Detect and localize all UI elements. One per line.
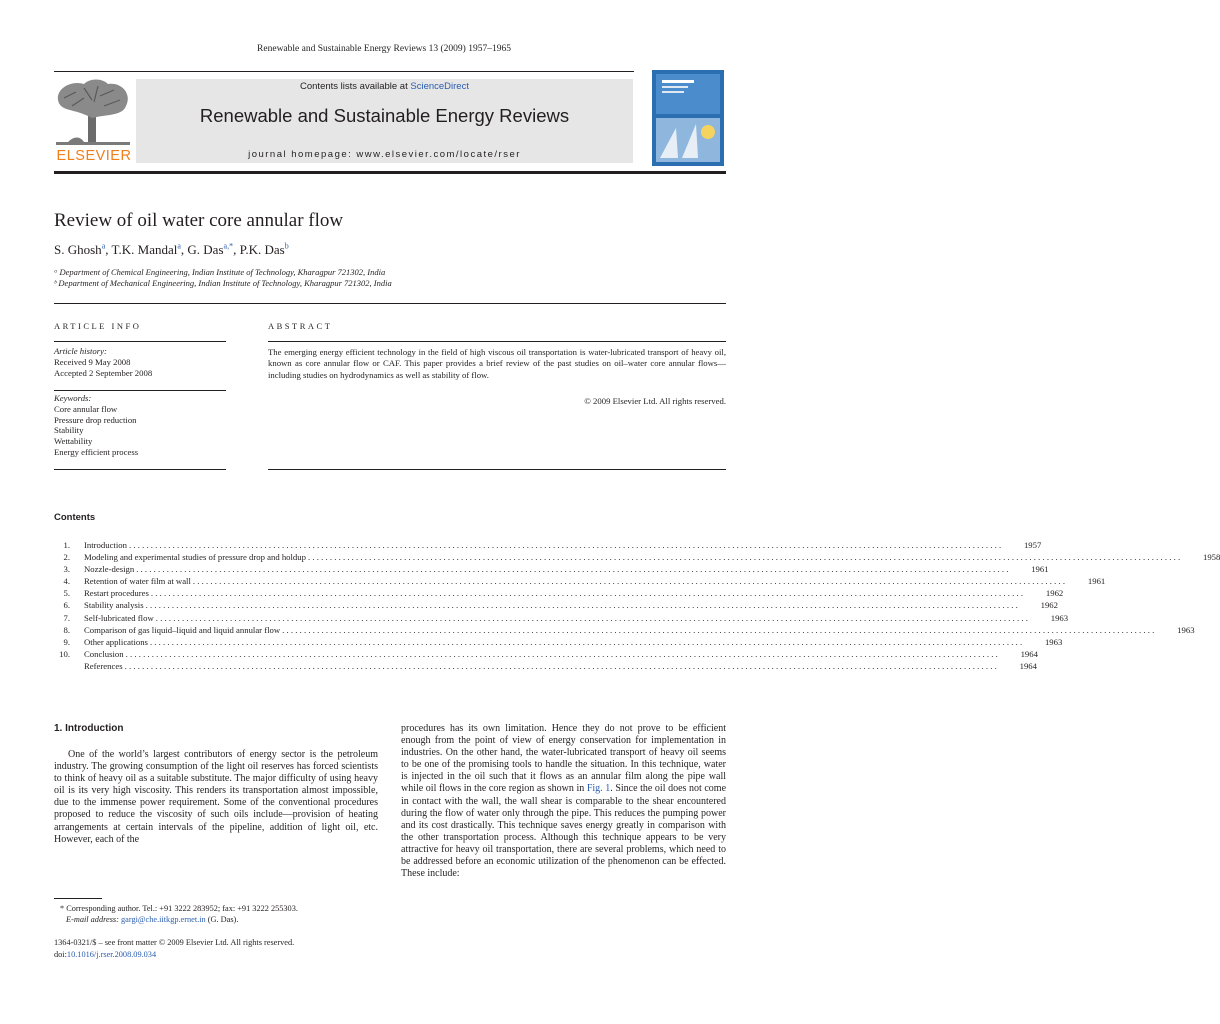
toc-entry[interactable] <box>54 648 1038 660</box>
toc-entry[interactable] <box>54 624 1195 636</box>
toc-page-number: 1964 <box>1020 648 1038 659</box>
toc-label: References <box>84 660 123 671</box>
body-paragraph: One of the world’s largest contributors of energy sector is the petroleum industry. The growing consumption of the light oil reserves has forced scientists to think of heavy oil as a suitable substitute. The major difficulty of using heavy oil is its very high viscosity. This renders its transportation almost impossible, due to the immense power requirement. Some of the conventional procedures proposed to reduce the viscosity of such oils include—provision of heating arrangements at certain intervals of the pipeline, addition of light oil, etc. However, each of the <box>54 749 378 845</box>
abstract-heading: ABSTRACT <box>268 321 333 331</box>
toc-entry[interactable] <box>54 551 1220 563</box>
author-affiliation-mark[interactable]: a <box>177 241 181 251</box>
author-affiliation-mark[interactable]: a,* <box>223 241 234 251</box>
toc-leader-dots: ........................................................................................................................................................................................................ <box>155 612 1031 623</box>
toc-page-number: 1963 <box>1050 612 1069 623</box>
keyword: Wettability <box>54 436 93 447</box>
keywords-block <box>54 393 138 458</box>
toc-label: Nozzle-design <box>84 564 135 575</box>
journal-reference: Renewable and Sustainable Energy Reviews 13 (2009) 1957–1965 <box>257 44 511 54</box>
footnote <box>54 903 298 925</box>
contents-available <box>136 81 633 92</box>
toc-page-number: 1961 <box>1087 576 1106 587</box>
contents-heading: Contents <box>54 512 96 523</box>
toc-label: Comparison of gas liquid–liquid and liquid annular flow <box>84 624 281 635</box>
email-suffix: (G. Das). <box>205 915 239 924</box>
keywords-rule <box>54 390 226 391</box>
toc-entry[interactable] <box>54 612 1069 624</box>
toc-leader-dots: ........................................................................................................................................................................................................ <box>282 624 1157 635</box>
section-heading-introduction: 1. Introduction <box>54 723 124 734</box>
toc-leader-dots: ........................................................................................................................................................................................................ <box>136 564 1011 575</box>
abstract-bottom-rule <box>268 469 726 470</box>
toc-label: Restart procedures <box>84 588 149 599</box>
keywords-label: Keywords: <box>54 393 92 403</box>
toc-entry[interactable] <box>54 575 1106 587</box>
toc-number: 4. <box>63 576 70 587</box>
toc-leader-dots: ........................................................................................................................................................................................................ <box>149 636 1025 647</box>
toc-page-number: 1962 <box>1040 600 1058 611</box>
issn-line: 1364-0321/$ – see front matter © 2009 Elsevier Ltd. All rights reserved. <box>54 938 295 947</box>
toc-number: 8. <box>63 624 70 635</box>
toc-leader-dots: ........................................................................................................................................................................................................ <box>307 552 1183 563</box>
toc-label: Other applications <box>84 636 148 647</box>
toc-label: Self-lubricated flow <box>84 612 154 623</box>
journal-homepage[interactable]: journal homepage: www.elsevier.com/locate/rser <box>248 149 521 160</box>
figure-link[interactable]: Fig. 1 <box>586 783 611 795</box>
email-label: E-mail address: <box>66 915 121 924</box>
toc-page-number: 1957 <box>1023 540 1042 550</box>
article-info-bottom-rule <box>54 469 226 470</box>
toc-entry[interactable] <box>54 636 1063 648</box>
toc-number: 5. <box>63 588 70 599</box>
toc-entry[interactable] <box>54 599 1058 611</box>
header-rule-top <box>54 71 634 72</box>
toc-number: 3. <box>63 564 70 575</box>
body-paragraph <box>401 723 726 880</box>
toc-label: Modeling and experimental studies of pressure drop and holdup <box>84 552 306 563</box>
toc-entry[interactable] <box>54 539 1042 551</box>
keyword: Core annular flow <box>54 403 118 414</box>
toc-entry[interactable] <box>54 660 1037 672</box>
author-separator: , <box>180 242 188 257</box>
toc-number: 1. <box>63 540 70 550</box>
contents-prefix: Contents lists available at <box>300 81 411 92</box>
article-history <box>54 346 152 378</box>
author-affiliation-mark[interactable]: b <box>284 241 289 251</box>
table-of-contents <box>54 539 1220 672</box>
toc-label: Stability analysis <box>84 600 144 611</box>
toc-leader-dots: ........................................................................................................................................................................................................ <box>192 576 1068 587</box>
section-rule <box>54 303 726 304</box>
toc-number: 2. <box>63 552 70 563</box>
toc-page-number: 1963 <box>1177 624 1195 635</box>
author: T.K. Mandal <box>111 242 178 257</box>
accepted-date: Accepted 2 September 2008 <box>54 367 153 378</box>
toc-label: Conclusion <box>84 648 124 659</box>
toc-number: 7. <box>63 612 70 623</box>
email-link[interactable]: gargi@che.iitkgp.ernet.in <box>121 915 206 924</box>
abstract-rule <box>268 341 726 342</box>
author-list <box>54 242 289 258</box>
author-affiliation-mark[interactable]: a <box>101 241 106 251</box>
affiliation-b: ᵇ Department of Mechanical Engineering, Indian Institute of Technology, Kharagpur 721302, India <box>54 278 392 288</box>
corresponding-author-note: * Corresponding author. Tel.: +91 3222 283952; fax: +91 3222 255303. <box>60 904 298 913</box>
journal-title: Renewable and Sustainable Energy Reviews <box>199 105 570 126</box>
author: G. Das <box>187 242 224 257</box>
header-rule-bottom <box>54 171 726 174</box>
footnote-rule <box>54 898 102 899</box>
toc-label: Introduction <box>84 540 127 550</box>
paragraph-text: . Since the oil does not come in contact with the wall, the wall shear is comparable to the shear encountered during the flow of water only through the pipe. This reduces the pumping power and its cost drastically. This technique saves energy greatly in comparison with the other transportation process. Although this technique appears to be very attractive for heavy oil transportation, there are several problems, which need to be addressed before an economic utilization of the phenomenon can be effected. These include: <box>401 783 727 880</box>
toc-leader-dots: ........................................................................................................................................................................................................ <box>125 648 1000 659</box>
author-separator: , <box>233 242 240 257</box>
affiliation-a: ᵃ Department of Chemical Engineering, Indian Institute of Technology, Kharagpur 721302, India <box>54 267 386 277</box>
author: S. Ghosh <box>54 242 102 257</box>
toc-entry[interactable] <box>54 587 1064 599</box>
sciencedirect-link[interactable]: ScienceDirect <box>410 81 469 92</box>
toc-number: 10. <box>59 648 70 659</box>
toc-leader-dots: ........................................................................................................................................................................................................ <box>150 588 1026 599</box>
received-date: Received 9 May 2008 <box>54 356 131 367</box>
toc-leader-dots: ........................................................................................................................................................................................................ <box>124 660 999 671</box>
author-separator: , <box>105 242 112 257</box>
toc-page-number: 1958 <box>1202 552 1220 563</box>
abstract-text: The emerging energy efficient technology in the field of high viscous oil transportation is water-lubricated transport of heavy oil, known as core annular flow or CAF. This paper provides a brief review of the past studies on oil–water core annular flows—including studies on hydrodynamics as well as stability of flow. <box>268 347 726 380</box>
toc-number: 6. <box>63 600 70 611</box>
journal-cover-image[interactable] <box>652 70 724 166</box>
toc-entry[interactable] <box>54 563 1049 575</box>
bottom-meta <box>54 937 294 960</box>
doi-line <box>54 949 294 961</box>
doi-prefix: doi: <box>54 949 67 959</box>
toc-page-number: 1963 <box>1044 636 1063 647</box>
toc-page-number: 1962 <box>1045 588 1064 599</box>
article-title: Review of oil water core annular flow <box>54 210 344 231</box>
toc-label: Retention of water film at wall <box>84 576 191 587</box>
email-note <box>54 914 298 925</box>
toc-leader-dots: ........................................................................................................................................................................................................ <box>128 540 1004 550</box>
toc-number <box>54 660 70 672</box>
keyword: Pressure drop reduction <box>54 414 137 425</box>
toc-leader-dots: ........................................................................................................................................................................................................ <box>145 600 1020 611</box>
toc-number: 9. <box>63 636 70 647</box>
keyword: Stability <box>54 425 84 436</box>
elsevier-logo-text: ELSEVIER <box>56 148 132 164</box>
article-info-heading: ARTICLE INFO <box>54 321 142 331</box>
doi-link[interactable]: 10.1016/j.rser.2008.09.034 <box>66 949 157 959</box>
keyword: Energy efficient process <box>54 446 139 457</box>
toc-page-number: 1961 <box>1031 564 1049 575</box>
history-label: Article history: <box>54 346 107 356</box>
author: P.K. Das <box>239 242 285 257</box>
toc-page-number: 1964 <box>1019 660 1037 671</box>
journal-banner <box>136 79 633 163</box>
abstract-copyright: © 2009 Elsevier Ltd. All rights reserved. <box>584 396 726 406</box>
paragraph-text: procedures has its own limitation. Hence they do not prove to be efficient enough from the point of view of energy conservation for implementation in industries. On the other hand, the water-lubricated transport of heavy oil seems to be one of the promising tools to handle the situation. In this technique, water is injected in the oil such that it flows as an annular film along the pipe wall while oil flows in the core region as shown in <box>401 723 726 795</box>
article-info-rule <box>54 341 226 342</box>
